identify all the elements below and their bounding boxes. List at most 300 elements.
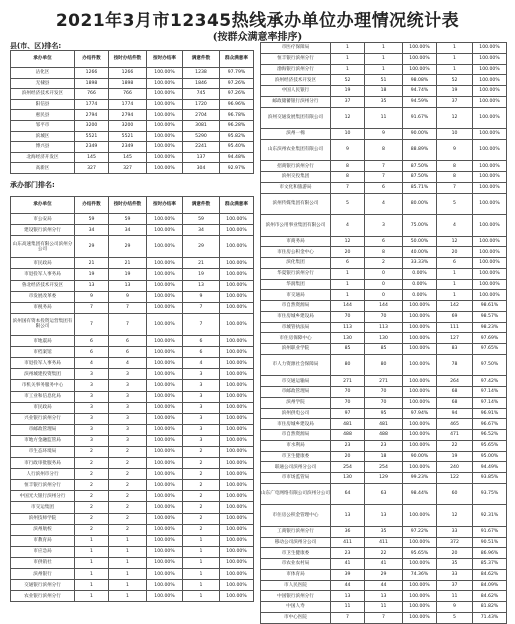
value-cell: 100.00% (220, 524, 254, 535)
value-cell: 481 (331, 419, 365, 430)
value-cell: 3081 (183, 120, 220, 131)
value-cell: 100.00% (147, 142, 183, 153)
table-row (11, 236, 254, 258)
value-cell: 100.00% (147, 446, 183, 457)
value-cell: 95.65% (403, 548, 437, 559)
value-cell: 100.00% (473, 215, 507, 237)
unit-name-cell: 市邮政管理局 (11, 424, 75, 435)
value-cell: 100.00% (403, 430, 437, 441)
value-cell: 100.00% (473, 129, 507, 140)
value-cell: 19 (183, 269, 220, 280)
value-cell: 100.00% (220, 225, 254, 236)
table-row (11, 369, 254, 380)
value-cell: 70 (331, 397, 365, 408)
unit-name-cell: 滨州市公用事业集团有限公司 (261, 215, 331, 237)
value-cell: 52 (331, 75, 365, 86)
value-cell: 100.00% (403, 612, 437, 623)
value-cell: 86.96% (473, 548, 507, 559)
table-row (261, 376, 507, 387)
value-cell: 100.00% (147, 280, 183, 291)
unit-name-cell: 中国光大银行滨州分行 (11, 491, 75, 502)
unit-name-cell: 鲁北经济技术开发区 (11, 280, 75, 291)
value-cell: 3 (75, 391, 109, 402)
value-cell: 68 (437, 387, 473, 398)
value-cell: 100.00% (220, 269, 254, 280)
unit-name-cell: 市农业农村局 (261, 559, 331, 570)
value-cell: 100.00% (220, 569, 254, 580)
value-cell: 5521 (109, 131, 147, 142)
value-cell: 6 (183, 336, 220, 347)
value-cell: 23 (331, 440, 365, 451)
value-cell: 11 (365, 107, 403, 129)
value-cell: 23 (365, 440, 403, 451)
value-cell: 18 (365, 86, 403, 97)
value-cell: 100.00% (403, 580, 437, 591)
value-cell: 9 (75, 291, 109, 302)
value-cell: 96.91% (473, 408, 507, 419)
value-cell: 488 (331, 430, 365, 441)
value-cell: 100.00% (403, 387, 437, 398)
value-cell: 22 (437, 440, 473, 451)
value-cell: 1 (437, 290, 473, 301)
value-cell: 1 (365, 43, 403, 54)
value-cell: 34 (109, 225, 147, 236)
unit-name-cell: 市人民医院 (261, 580, 331, 591)
table-row (261, 354, 507, 376)
value-cell: 100.00% (220, 502, 254, 513)
value-cell: 97.22% (403, 526, 437, 537)
table-row (11, 358, 254, 369)
value-cell: 100.00% (147, 78, 183, 89)
value-cell: 100.00% (147, 269, 183, 280)
value-cell: 100.00% (147, 163, 183, 174)
value-cell: 2 (183, 502, 220, 513)
value-cell: 9 (437, 602, 473, 613)
value-cell: 3 (109, 435, 147, 446)
value-cell: 2 (109, 446, 147, 457)
value-cell: 1266 (75, 68, 109, 79)
value-cell: 94.59% (403, 96, 437, 107)
value-cell: 7 (109, 313, 147, 335)
value-cell: 9 (109, 291, 147, 302)
value-cell: 7 (437, 182, 473, 193)
value-cell: 0.00% (403, 290, 437, 301)
value-cell: 1 (331, 268, 365, 279)
value-cell: 100.00% (147, 68, 183, 79)
table-header-row (11, 51, 254, 68)
table-row (261, 462, 507, 473)
value-cell: 100.00% (473, 290, 507, 301)
value-cell: 100.00% (147, 469, 183, 480)
value-cell: 60 (437, 483, 473, 505)
value-cell: 35 (365, 526, 403, 537)
value-cell: 4 (331, 215, 365, 237)
table-row (261, 419, 507, 430)
value-cell: 100.00% (473, 75, 507, 86)
value-cell: 1 (437, 43, 473, 54)
value-cell: 0 (365, 279, 403, 290)
value-cell: 11 (437, 591, 473, 602)
value-cell: 50.00% (403, 236, 437, 247)
value-cell: 7 (183, 313, 220, 335)
value-cell: 3 (183, 424, 220, 435)
value-cell: 2794 (75, 110, 109, 121)
value-cell: 1 (437, 53, 473, 64)
value-cell: 100.00% (147, 99, 183, 110)
value-cell: 29 (183, 236, 220, 258)
value-cell: 8 (437, 172, 473, 183)
value-cell: 96.28% (220, 120, 254, 131)
value-cell: 33.33% (403, 258, 437, 269)
unit-name-cell: 市民政局 (11, 402, 75, 413)
unit-name-cell: 工商银行滨州分行 (261, 526, 331, 537)
unit-name-cell: 滨州银行 (11, 569, 75, 580)
unit-name-cell: 市自然资源局 (261, 430, 331, 441)
value-cell: 70 (365, 387, 403, 398)
table-row (261, 161, 507, 172)
value-cell: 137 (183, 152, 220, 163)
value-cell: 113 (331, 322, 365, 333)
value-cell: 100.00% (403, 462, 437, 473)
value-cell: 64 (331, 483, 365, 505)
value-cell: 100.00% (147, 513, 183, 524)
value-cell: 95 (365, 408, 403, 419)
value-cell: 8 (331, 161, 365, 172)
table-row (261, 387, 507, 398)
value-cell: 84.09% (473, 580, 507, 591)
value-cell: 37 (437, 580, 473, 591)
value-cell: 113 (365, 322, 403, 333)
value-cell: 100.00% (147, 236, 183, 258)
unit-name-cell: 滨州交通发展集团有限公司 (261, 107, 331, 129)
value-cell: 19 (109, 269, 147, 280)
value-cell: 13 (365, 591, 403, 602)
value-cell: 3 (75, 369, 109, 380)
value-cell: 2794 (109, 110, 147, 121)
value-cell: 100.00% (473, 193, 507, 215)
county-table (10, 50, 254, 174)
unit-name-cell: 市税务局 (11, 302, 75, 313)
value-cell: 100.00% (220, 236, 254, 258)
value-cell: 51 (365, 75, 403, 86)
value-cell: 2 (109, 469, 147, 480)
table-row (261, 548, 507, 559)
unit-name-cell: 邹平市 (11, 120, 75, 131)
unit-name-cell: 市卫生健康委 (261, 548, 331, 559)
value-cell: 88.89% (403, 139, 437, 161)
value-cell: 100.00% (403, 559, 437, 570)
value-cell: 20 (437, 247, 473, 258)
value-cell: 100.00% (220, 491, 254, 502)
section-county-heading: 县(市、区)排名: (10, 42, 62, 50)
unit-name-cell: 市机关事务服务中心 (11, 380, 75, 391)
value-cell: 98.08% (403, 75, 437, 86)
value-cell: 21 (109, 258, 147, 269)
value-cell: 304 (183, 163, 220, 174)
value-cell: 2 (75, 469, 109, 480)
value-cell: 2241 (183, 142, 220, 153)
value-cell: 1 (75, 569, 109, 580)
value-cell: 100.00% (220, 380, 254, 391)
value-cell: 85.37% (473, 559, 507, 570)
value-cell: 100.00% (147, 369, 183, 380)
table-row (11, 424, 254, 435)
value-cell: 1 (437, 64, 473, 75)
unit-name-cell: 市公安局 (11, 214, 75, 225)
value-cell: 100.00% (147, 591, 183, 602)
value-cell: 2 (183, 491, 220, 502)
table-row (261, 397, 507, 408)
value-cell: 3 (183, 391, 220, 402)
value-cell: 3 (183, 402, 220, 413)
value-cell: 1 (183, 557, 220, 568)
value-cell: 100.00% (220, 546, 254, 557)
value-cell: 97.50% (473, 354, 507, 376)
unit-name-cell: 市发展改革委 (11, 291, 75, 302)
unit-name-cell: 市地震局 (11, 336, 75, 347)
table-row (261, 290, 507, 301)
section-dept-heading: 承办部门排名: (10, 181, 55, 189)
unit-name-cell: 移动公司滨州分公司 (261, 537, 331, 548)
value-cell: 96.96% (220, 99, 254, 110)
value-cell: 93.85% (473, 473, 507, 484)
column-header: 按时办结率 (147, 51, 183, 68)
unit-name-cell: 市市场监管局 (261, 473, 331, 484)
value-cell: 71.43% (473, 612, 507, 623)
value-cell: 44 (331, 580, 365, 591)
value-cell: 1266 (109, 68, 147, 79)
value-cell: 100.00% (220, 358, 254, 369)
value-cell: 13 (109, 280, 147, 291)
value-cell: 91.67% (403, 107, 437, 129)
table-row (261, 473, 507, 484)
value-cell: 100.00% (147, 480, 183, 491)
value-cell: 1 (331, 53, 365, 64)
unit-name-cell: 市交通运输局 (261, 376, 331, 387)
unit-name-cell: 沾化区 (11, 68, 75, 79)
value-cell: 6 (109, 336, 147, 347)
value-cell: 1 (331, 43, 365, 54)
value-cell: 33 (437, 526, 473, 537)
value-cell: 94.49% (473, 462, 507, 473)
value-cell: 1 (183, 535, 220, 546)
value-cell: 41 (331, 559, 365, 570)
value-cell: 411 (331, 537, 365, 548)
value-cell: 80 (365, 354, 403, 376)
unit-name-cell: 滨州国有资本投资运营集团有限公司 (11, 313, 75, 335)
value-cell: 2349 (109, 142, 147, 153)
value-cell: 100.00% (220, 435, 254, 446)
value-cell: 100.00% (147, 152, 183, 163)
value-cell: 100.00% (473, 64, 507, 75)
unit-name-cell: 滨州一棉 (261, 129, 331, 140)
value-cell: 2704 (183, 110, 220, 121)
value-cell: 20 (331, 451, 365, 462)
value-cell: 5 (331, 193, 365, 215)
value-cell: 100.00% (147, 435, 183, 446)
column-header: 按时办结件数 (109, 51, 147, 68)
table-row (11, 302, 254, 313)
value-cell: 35 (365, 96, 403, 107)
unit-name-cell: 市住房公积金管理中心 (261, 505, 331, 527)
value-cell: 100.00% (473, 86, 507, 97)
value-cell: 2 (109, 524, 147, 535)
value-cell: 84.62% (473, 591, 507, 602)
table-row (261, 537, 507, 548)
value-cell: 100.00% (147, 214, 183, 225)
unit-name-cell: 山东滨州农业集团有限公司 (261, 139, 331, 161)
unit-name-cell: 中国银行滨州分行 (261, 591, 331, 602)
value-cell: 100.00% (473, 53, 507, 64)
value-cell: 100.00% (147, 391, 183, 402)
value-cell: 95.00% (473, 451, 507, 462)
value-cell: 100.00% (220, 535, 254, 546)
value-cell: 100.00% (403, 53, 437, 64)
value-cell: 7 (365, 172, 403, 183)
value-cell: 69 (437, 311, 473, 322)
value-cell: 3 (183, 380, 220, 391)
value-cell: 19 (75, 269, 109, 280)
table-row (261, 258, 507, 269)
value-cell: 93.75% (473, 483, 507, 505)
unit-name-cell: 滨化集团 (261, 258, 331, 269)
table-row (11, 402, 254, 413)
value-cell: 3 (75, 424, 109, 435)
table-row (11, 163, 254, 174)
value-cell: 12 (331, 236, 365, 247)
value-cell: 100.00% (147, 557, 183, 568)
unit-name-cell: 北海经济开发区 (11, 152, 75, 163)
table-row (261, 602, 507, 613)
table-row (261, 322, 507, 333)
value-cell: 100.00% (473, 107, 507, 129)
unit-name-cell: 市卫生健康委 (261, 451, 331, 462)
unit-name-cell: 市行政审批服务局 (11, 458, 75, 469)
table-row (261, 483, 507, 505)
page-subtitle: (按群众满意率排序) (212, 32, 303, 43)
value-cell: 2 (183, 480, 220, 491)
value-cell: 100.00% (403, 354, 437, 376)
value-cell: 6 (109, 347, 147, 358)
value-cell: 83 (437, 344, 473, 355)
value-cell: 0 (365, 290, 403, 301)
value-cell: 1846 (183, 78, 220, 89)
unit-name-cell: 山东高速集团有限公司滨州分公司 (11, 236, 75, 258)
column-header: 按时办结率 (147, 197, 183, 214)
value-cell: 142 (437, 301, 473, 312)
value-cell: 81.82% (473, 602, 507, 613)
value-cell: 100.00% (220, 469, 254, 480)
value-cell: 3 (75, 380, 109, 391)
value-cell: 6 (183, 347, 220, 358)
value-cell: 100.00% (220, 302, 254, 313)
value-cell: 12 (437, 236, 473, 247)
unit-name-cell: 恒丰银行滨州分行 (261, 53, 331, 64)
table-row (261, 301, 507, 312)
dept-table-right (260, 42, 507, 624)
value-cell: 271 (365, 376, 403, 387)
value-cell: 3 (109, 391, 147, 402)
value-cell: 100.00% (473, 258, 507, 269)
value-cell: 745 (183, 89, 220, 100)
table-row (11, 535, 254, 546)
value-cell: 98.23% (473, 322, 507, 333)
value-cell: 1 (109, 580, 147, 591)
table-row (261, 408, 507, 419)
value-cell: 3200 (109, 120, 147, 131)
value-cell: 100.00% (403, 440, 437, 451)
value-cell: 11 (365, 602, 403, 613)
value-cell: 6 (331, 258, 365, 269)
value-cell: 37 (331, 96, 365, 107)
value-cell: 100.00% (147, 491, 183, 502)
value-cell: 8 (365, 139, 403, 161)
unit-name-cell: 滨州航校 (11, 524, 75, 535)
table-row (261, 247, 507, 258)
value-cell: 372 (437, 537, 473, 548)
value-cell: 100.00% (473, 172, 507, 183)
table-row (261, 107, 507, 129)
column-header: 办结件数 (75, 51, 109, 68)
value-cell: 1 (331, 64, 365, 75)
value-cell: 100.00% (220, 391, 254, 402)
table-row (261, 279, 507, 290)
value-cell: 21 (75, 258, 109, 269)
value-cell: 1 (437, 279, 473, 290)
value-cell: 7 (183, 302, 220, 313)
value-cell: 33 (437, 569, 473, 580)
value-cell: 1 (331, 290, 365, 301)
value-cell: 3 (109, 380, 147, 391)
value-cell: 100.00% (147, 313, 183, 335)
value-cell: 1 (75, 535, 109, 546)
value-cell: 85 (365, 344, 403, 355)
value-cell: 100.00% (473, 268, 507, 279)
value-cell: 1 (109, 546, 147, 557)
table-row (261, 182, 507, 193)
value-cell: 99.23% (403, 473, 437, 484)
value-cell: 34 (75, 225, 109, 236)
value-cell: 97.14% (473, 397, 507, 408)
table-row (261, 505, 507, 527)
value-cell: 92.97% (220, 163, 254, 174)
value-cell: 90.51% (473, 537, 507, 548)
table-row (261, 75, 507, 86)
unit-name-cell: 市工业和信息化局 (11, 391, 75, 402)
unit-name-cell: 市水利局 (261, 440, 331, 451)
value-cell: 80.00% (403, 193, 437, 215)
unit-name-cell: 人行滨州市分行 (11, 469, 75, 480)
value-cell: 97.42% (473, 376, 507, 387)
value-cell: 100.00% (403, 602, 437, 613)
table-row (261, 612, 507, 623)
unit-name-cell: 滨州交投集团 (261, 172, 331, 183)
value-cell: 100.00% (220, 446, 254, 457)
table-row (261, 451, 507, 462)
value-cell: 11 (331, 602, 365, 613)
value-cell: 3 (183, 369, 220, 380)
value-cell: 7 (109, 302, 147, 313)
value-cell: 95.65% (473, 440, 507, 451)
value-cell: 100.00% (147, 131, 183, 142)
value-cell: 100.00% (473, 279, 507, 290)
unit-name-cell: 市交通局 (261, 290, 331, 301)
value-cell: 100.00% (473, 182, 507, 193)
value-cell: 7 (365, 161, 403, 172)
value-cell: 4 (183, 358, 220, 369)
value-cell: 5 (437, 612, 473, 623)
value-cell: 74.36% (403, 569, 437, 580)
